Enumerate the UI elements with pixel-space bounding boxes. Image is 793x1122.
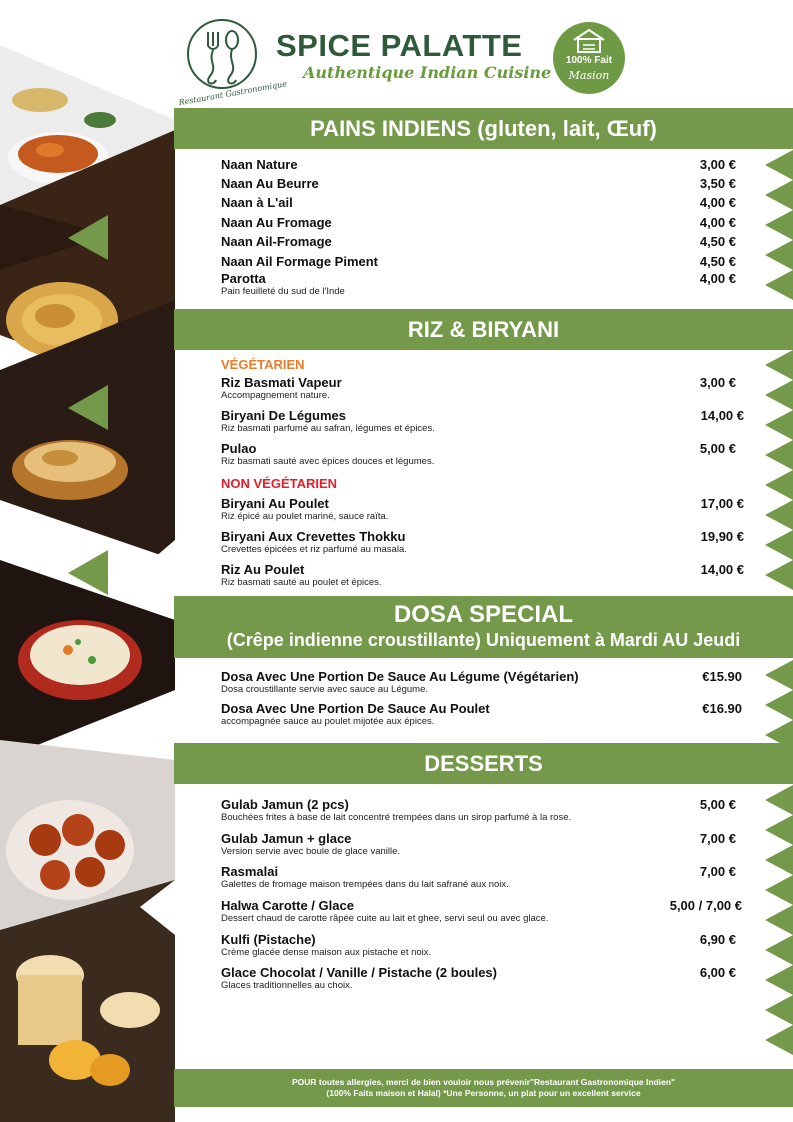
menu-item: Parotta Pain feuilleté du sud de l'Inde 4,00 € bbox=[221, 271, 746, 298]
menu-item: Dosa Avec Une Portion De Sauce Au Légume (Végétarien) Dosa croustillante servie avec sauce au Légume. €15.90 bbox=[221, 669, 746, 696]
menu-item: Kulfi (Pistache) Crème glacée dense maison aux pistache et noix. 6,90 € bbox=[221, 932, 746, 959]
item-price: 17,00 € bbox=[700, 496, 744, 511]
brand-title: SPICE PALATTE bbox=[276, 28, 523, 63]
menu-item: Naan Au Fromage 4,00 € bbox=[221, 215, 736, 230]
item-price: 4,00 € bbox=[699, 215, 736, 230]
item-description: Dessert chaud de carotte râpée cuite au lait et ghee, servi seul ou avec glace. bbox=[221, 913, 549, 924]
item-price: 7,00 € bbox=[699, 864, 736, 879]
item-price: 4,50 € bbox=[699, 254, 736, 269]
item-description: Riz basmati sauté au poulet et épices. bbox=[221, 577, 382, 588]
section-title: RIZ & BIRYANI bbox=[407, 317, 560, 342]
section-subtitle: (Crêpe indienne croustillante) Uniquement à Mardi AU Jeudi bbox=[226, 630, 741, 650]
house-icon bbox=[572, 28, 606, 54]
footer-line1: POUR toutes allergies, merci de bien vouloir nous prévenir"Restaurant Gastronomique Indien" bbox=[291, 1077, 676, 1087]
section-header-riz bbox=[174, 309, 793, 350]
section-header-desserts bbox=[174, 743, 793, 784]
menu-item: Naan Ail-Fromage 4,50 € bbox=[221, 234, 736, 249]
allergy-footer bbox=[174, 1069, 793, 1107]
category-non-vegetarian: NON VÉGÉTARIEN bbox=[221, 476, 338, 491]
menu-item: Riz Au Poulet Riz basmati sauté au poulet et épices. 14,00 € bbox=[221, 562, 744, 588]
item-description: Version servie avec boule de glace vanille. bbox=[221, 846, 401, 857]
item-description: accompagnée sauce au poulet mijotée aux épices. bbox=[221, 716, 435, 727]
section-title: PAINS INDIENS (gluten, lait, Œuf) bbox=[310, 116, 657, 141]
item-price: 14,00 € bbox=[700, 408, 744, 423]
menu-item: Glace Chocolat / Vanille / Pistache (2 boules) Glaces traditionnelles au choix. 6,00 € bbox=[221, 965, 746, 992]
item-price: €16.90 bbox=[702, 701, 742, 716]
item-price: 3,00 € bbox=[699, 375, 736, 390]
menu-item: Pulao Riz basmati sauté avec épices douces et légumes. 5,00 € bbox=[221, 441, 746, 468]
section-title: DESSERTS bbox=[424, 751, 543, 776]
item-price: 3,00 € bbox=[699, 157, 736, 172]
menu-item: Naan Au Beurre 3,50 € bbox=[221, 176, 736, 191]
badge-line1: 100% Fait bbox=[565, 55, 613, 66]
item-price: 3,50 € bbox=[699, 176, 736, 191]
menu-item: Biryani Aux Crevettes Thokku Crevettes épicées et riz parfumé au masala. 19,90 € bbox=[221, 529, 744, 555]
menu-item: Naan à L'ail 4,00 € bbox=[221, 195, 736, 210]
menu-item: Halwa Carotte / Glace Dessert chaud de carotte râpée cuite au lait et ghee, servi seul ou avec glace. 5,00 / 7,00 € bbox=[221, 898, 746, 925]
right-border-triangles bbox=[753, 0, 793, 1122]
item-description: Accompagnement nature. bbox=[221, 390, 330, 401]
logo-arc-text: Restaurant Gastronomique bbox=[177, 79, 288, 108]
section-title: DOSA SPECIAL bbox=[393, 601, 574, 628]
item-price: 5,00 / 7,00 € bbox=[669, 898, 742, 913]
item-price: 5,00 € bbox=[699, 797, 736, 812]
brand-subtitle: Authentique Indian Cuisine bbox=[303, 63, 552, 82]
item-price: 19,90 € bbox=[700, 529, 744, 544]
item-description: Glaces traditionnelles au choix. bbox=[221, 980, 353, 991]
menu-item: Dosa Avec Une Portion De Sauce Au Poulet accompagnée sauce au poulet mijotée aux épices. €16.90 bbox=[221, 701, 746, 728]
menu-item: Biryani De Légumes Riz basmati parfumé au safran, légumes et épices. 14,00 € bbox=[221, 408, 744, 434]
item-price: 4,00 € bbox=[699, 271, 736, 286]
restaurant-logo bbox=[170, 10, 288, 108]
category-vegetarian: VÉGÉTARIEN bbox=[221, 357, 305, 372]
fork-spoon-icon bbox=[208, 31, 238, 83]
item-price: 7,00 € bbox=[699, 831, 736, 846]
menu-item: Naan Ail Formage Piment 4,50 € bbox=[221, 254, 736, 269]
menu-item: Gulab Jamun (2 pcs) Bouchées frites à base de lait concentré trempées dans un sirop parfumé à la rose. 5,00 € bbox=[221, 797, 746, 824]
menu-item: Rasmalai Galettes de fromage maison trempées dans du lait safrané aux noix. 7,00 € bbox=[221, 864, 746, 891]
item-description: Dosa croustillante servie avec sauce au Légume. bbox=[221, 684, 429, 695]
badge-line2: Masion bbox=[568, 69, 610, 82]
item-description: Riz basmati sauté avec épices douces et légumes. bbox=[221, 456, 435, 467]
menu-item: Naan Nature 3,00 € bbox=[221, 157, 736, 172]
item-price: 4,00 € bbox=[699, 195, 736, 210]
item-description: Bouchées frites à base de lait concentré trempées dans un sirop parfumé à la rose. bbox=[221, 812, 572, 823]
menu-item: Riz Basmati Vapeur Accompagnement nature. 3,00 € bbox=[221, 375, 746, 402]
item-price: 4,50 € bbox=[699, 234, 736, 249]
item-description: Riz épicé au poulet mariné, sauce raïta. bbox=[221, 511, 389, 522]
menu-item: Biryani Au Poulet Riz épicé au poulet mariné, sauce raïta. 17,00 € bbox=[221, 496, 744, 522]
section-header-dosa bbox=[174, 596, 793, 658]
item-price: 14,00 € bbox=[700, 562, 744, 577]
menu-item: Gulab Jamun + glace Version servie avec boule de glace vanille. 7,00 € bbox=[221, 831, 746, 858]
homemade-badge bbox=[553, 22, 625, 94]
item-price: €15.90 bbox=[702, 669, 742, 684]
item-description: Crème glacée dense maison aux pistache et noix. bbox=[221, 947, 432, 958]
item-description: Crevettes épicées et riz parfumé au masala. bbox=[221, 544, 407, 555]
item-price: 5,00 € bbox=[699, 441, 736, 456]
item-price: 6,00 € bbox=[699, 965, 736, 980]
item-description: Galettes de fromage maison trempées dans du lait safrané aux noix. bbox=[221, 879, 509, 890]
item-price: 6,90 € bbox=[699, 932, 736, 947]
item-description: Pain feuilleté du sud de l'Inde bbox=[221, 286, 345, 297]
footer-line2: (100% Faits maison et Halal) *Une Personne, un plat pour un excellent service bbox=[326, 1088, 641, 1098]
food-photo-strip bbox=[0, 0, 175, 1122]
item-description: Riz basmati parfumé au safran, légumes et épices. bbox=[221, 423, 435, 434]
section-header-pains bbox=[174, 108, 793, 149]
